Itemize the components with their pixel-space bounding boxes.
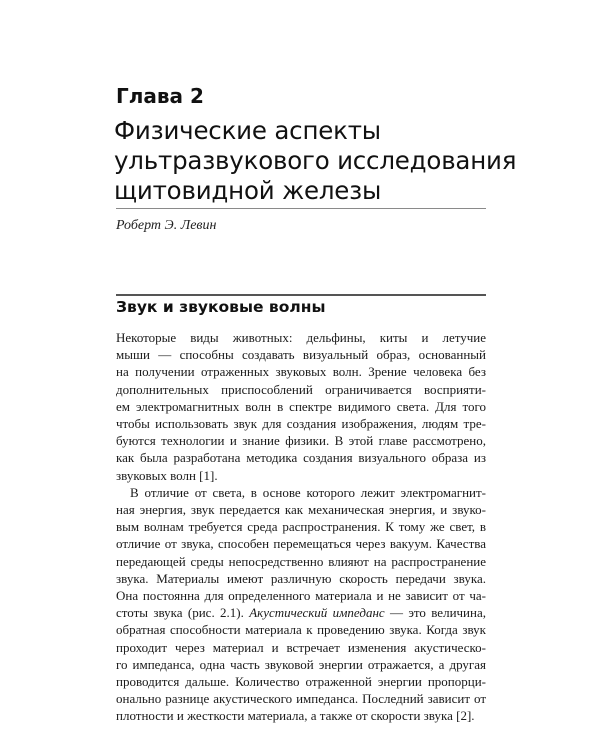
text-line: обратная способности материала к проведению звука. Когда звук — [116, 622, 486, 638]
section-divider — [116, 294, 486, 296]
text-line: онально разнице акустического импеданса. Последний зависит от — [116, 691, 486, 707]
chapter-title-line: щитовидной железы — [114, 176, 382, 205]
text-line: Некоторые виды животных: дельфины, киты и летучие — [116, 330, 486, 345]
body-text — [116, 329, 486, 725]
section-heading: Звук и звуковые волны — [116, 298, 326, 316]
text-line: го импеданса, одна часть звуковой энергии отражается, а другая — [116, 656, 486, 672]
text-line: дополнительных приспособлений ограничивается восприяти- — [116, 381, 486, 397]
text-line: проводится дальше. Количество отраженной энергии пропорци- — [116, 674, 486, 690]
text-fragment: — это величина, — [384, 605, 486, 621]
text-line: вым волнам требуется среда распространения. К тому же свет, в — [116, 519, 486, 535]
term-acoustic-impedance: Акустический импеданс — [249, 605, 385, 621]
chapter-title-line: ультразвукового исследования — [114, 146, 517, 175]
text-line: звуковых волн [1]. — [116, 467, 218, 483]
text-line: плотности и жесткости материала, а также от скорости звука [2]. — [116, 708, 475, 724]
text-line: отличие от звука, способен перемещаться через вакуум. Качества — [116, 536, 486, 552]
text-line: В отличие от света, в основе которого лежит электромагнит- — [130, 484, 486, 500]
text-line: на получении отраженных звуковых волн. Зрение человека без — [116, 364, 486, 380]
text-line: передающей среды непосредственно влияют на распространение — [116, 553, 486, 569]
text-line: чтобы использовать звук для создания изображения, людям тре- — [116, 416, 486, 432]
chapter-label: Глава 2 — [116, 84, 204, 108]
chapter-title-line: Физические аспекты — [114, 116, 381, 145]
text-line: буются технологии и знание физики. В этой главе рассмотрено, — [116, 433, 486, 449]
text-line: ная энергия, звук передается как механическая энергия, и звуко- — [116, 502, 486, 518]
text-line: Она постоянна для определенного материала и не зависит от ча- — [116, 588, 486, 604]
text-line: как была разработана методика создания визуального образа из — [116, 450, 486, 466]
text-line: звука. Материалы имеют различную скорость передачи звука. — [116, 570, 486, 586]
chapter-title — [114, 116, 517, 206]
text-line-with-term — [116, 604, 486, 621]
text-line: ем электромагнитных волн в спектре видимого света. Для того — [116, 398, 486, 414]
title-divider — [116, 208, 486, 209]
text-line: мыши — способны создавать визуальный образ, основанный — [116, 347, 486, 363]
paragraph-1 — [116, 329, 486, 484]
paragraph-2 — [116, 484, 486, 725]
chapter-author: Роберт Э. Левин — [116, 218, 217, 233]
text-line: проходит через материал и встречает изменения акустическо- — [116, 639, 486, 655]
text-fragment: стоты звука (рис. 2.1). — [116, 605, 250, 621]
